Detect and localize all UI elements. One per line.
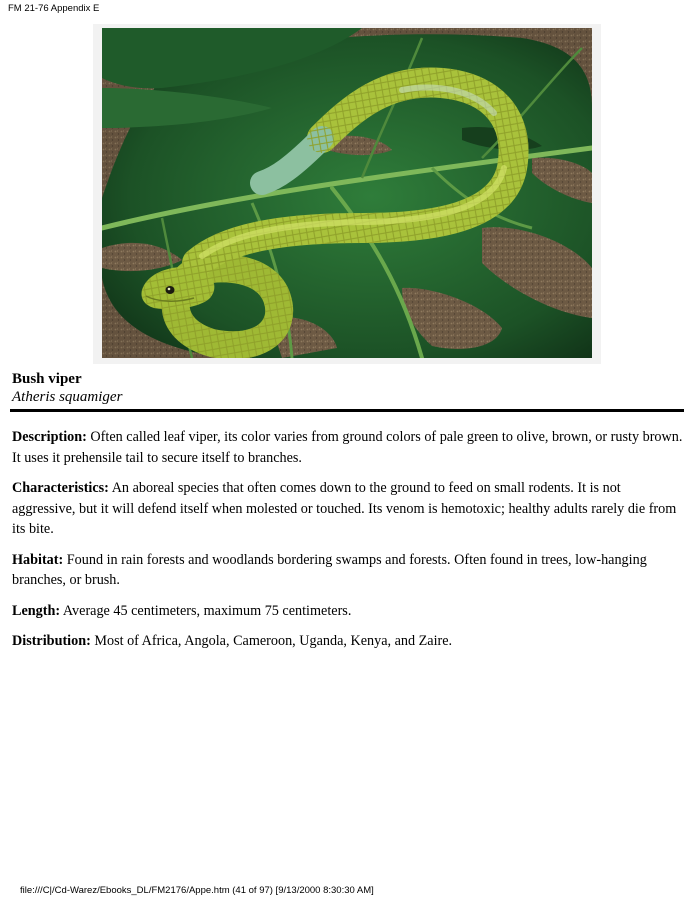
species-common-name: Bush viper (12, 371, 82, 387)
photo-frame (93, 24, 601, 364)
habitat-paragraph (12, 550, 684, 591)
length-label: Length: (12, 602, 61, 619)
length-text: Average 45 centimeters, maximum 75 centimeters. (62, 602, 352, 619)
habitat-text: Found in rain forests and woodlands bordering swamps and forests. Often found in trees, low-hanging branches, or brush. (12, 551, 647, 588)
horizontal-rule (10, 409, 684, 412)
distribution-label: Distribution: (12, 633, 91, 649)
distribution-paragraph (12, 631, 684, 652)
length-paragraph (12, 601, 684, 622)
description-paragraph (12, 427, 684, 468)
characteristics-paragraph (12, 478, 684, 540)
description-text: Often called leaf viper, its color varies from ground colors of pale green to olive, brown, or rusty brown. It uses it prehensile tail to secure itself to branches. (12, 429, 683, 466)
characteristics-label: Characteristics: (12, 480, 109, 496)
page-footer: file:///C|/Cd-Warez/Ebooks_DL/FM2176/Appe.htm (41 of 97) [9/13/2000 8:30:30 AM] (20, 885, 374, 896)
page-header: FM 21-76 Appendix E (8, 3, 100, 14)
characteristics-text: An aboreal species that often comes down to the ground to feed on small rodents. It is not aggressive, but it will defend itself when molested or touched. Its venom is hemotoxic; healthy adults rarely die from its bite. (12, 480, 677, 537)
species-scientific-name: Atheris squamiger (12, 389, 123, 405)
distribution-text: Most of Africa, Angola, Cameroon, Uganda, Kenya, and Zaire. (94, 633, 453, 649)
species-details (12, 427, 684, 662)
description-label: Description: (12, 429, 87, 445)
bush-viper-photo (102, 28, 592, 358)
habitat-label: Habitat: (12, 551, 64, 568)
